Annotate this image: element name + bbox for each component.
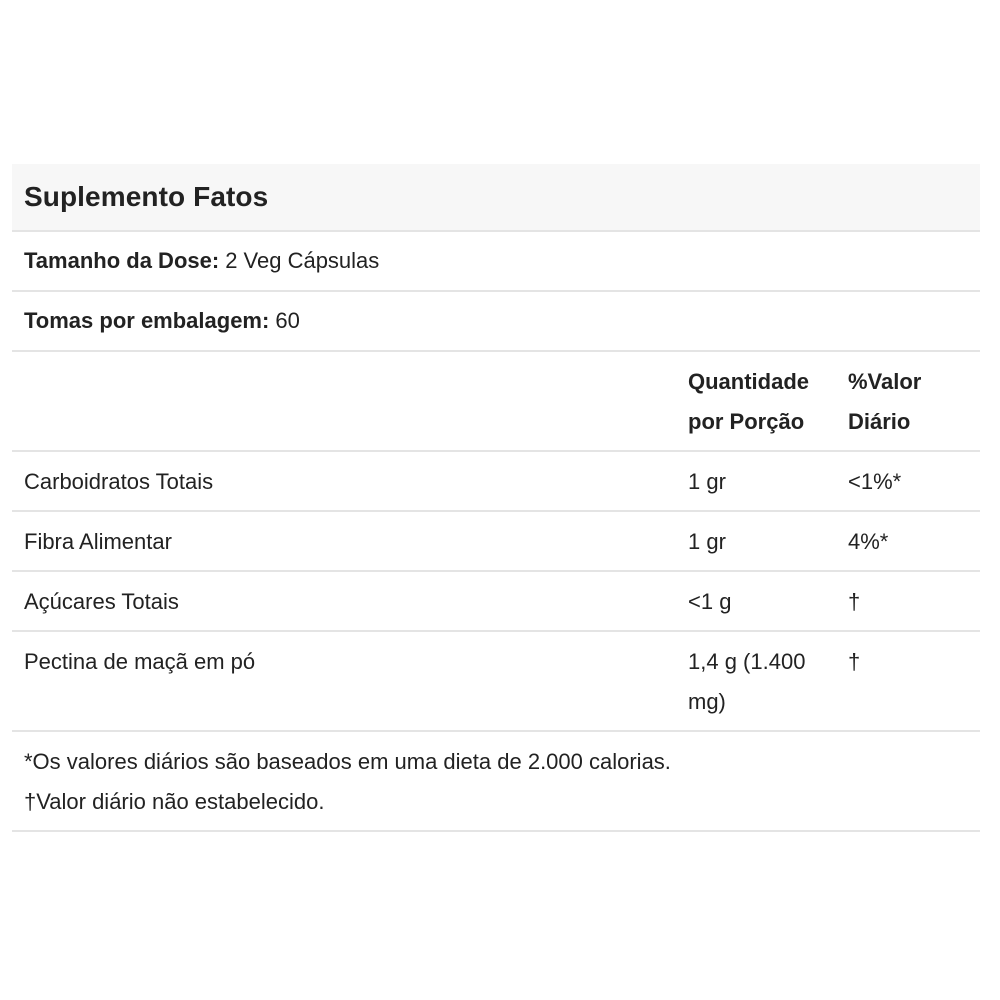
footnotes: [12, 732, 980, 832]
nutrient-name: Fibra Alimentar: [24, 529, 172, 554]
table-row: [12, 512, 980, 572]
servings-per-container-label: Tomas por embalagem:: [24, 308, 270, 333]
nutrient-daily-value: †: [848, 649, 861, 674]
nutrient-amount: [688, 642, 838, 722]
table-row: [12, 572, 980, 632]
nutrient-amount: <1 g: [688, 589, 732, 614]
amount-header-line1: Quantidade: [688, 369, 810, 394]
nutrient-amount: 1 gr: [688, 529, 726, 554]
footnote-daily-values: *Os valores diários são baseados em uma dieta de 2.000 calorias.: [24, 749, 671, 774]
nutrient-amount: 1 gr: [688, 469, 726, 494]
nutrient-daily-value: <1%*: [848, 469, 902, 494]
amount-per-serving-header: [688, 362, 838, 442]
amount-header-line2: por Porção: [688, 409, 805, 434]
nutrient-amount-line2: mg): [688, 689, 726, 714]
nutrient-daily-value: 4%*: [848, 529, 889, 554]
serving-size-label: Tamanho da Dose:: [24, 248, 220, 273]
nutrient-daily-value: †: [848, 589, 861, 614]
nutrient-name: Pectina de maçã em pó: [24, 649, 256, 674]
dv-header-line1: %Valor: [848, 369, 922, 394]
nutrient-name: Carboidratos Totais: [24, 469, 214, 494]
table-row: [12, 632, 980, 732]
panel-title: Suplemento Fatos: [24, 181, 269, 212]
nutrient-amount-line1: 1,4 g (1.400: [688, 649, 806, 674]
supplement-facts-panel: [12, 164, 980, 832]
dv-header-line2: Diário: [848, 409, 911, 434]
daily-value-header: [848, 362, 968, 442]
footnote-not-established: †Valor diário não estabelecido.: [24, 789, 325, 814]
servings-per-container-row: [12, 292, 980, 352]
title-row: [12, 164, 980, 232]
table-row: [12, 452, 980, 512]
serving-size-row: [12, 232, 980, 292]
nutrient-name: Açúcares Totais: [24, 589, 179, 614]
servings-per-container-value: 60: [275, 308, 300, 333]
serving-size-value: 2 Veg Cápsulas: [225, 248, 380, 273]
column-header-row: [12, 352, 980, 452]
